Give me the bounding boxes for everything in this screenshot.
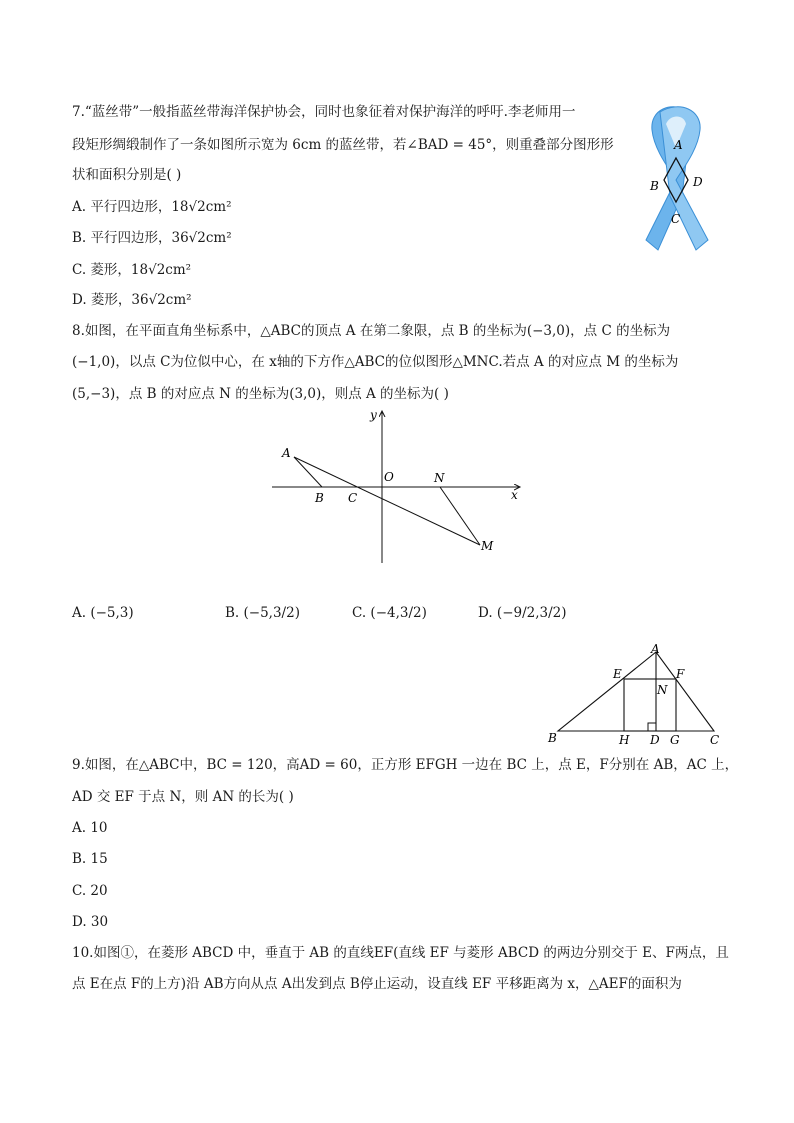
q8-line-3: (5,−3)，点 B 的对应点 N 的坐标为(3,0)，则点 A 的坐标为( ) <box>72 386 449 402</box>
q10-line-1: 10.如图①，在菱形 ABCD 中，垂直于 AB 的直线EF(直线 EF 与菱形 ABCD 的两边分别交于 E、F两点，且 <box>72 945 729 961</box>
label-x: x <box>511 488 518 502</box>
label-a: A <box>674 138 683 152</box>
q8-option-c: C. (−4,3/2) <box>352 605 427 621</box>
coordinate-figure <box>270 405 530 567</box>
q10-line-2: 点 E在点 F的上方)沿 AB方向从点 A出发到点 B停止运动，设直线 EF 平移距离为 x，△AEF的面积为 <box>72 976 682 992</box>
q7-line-2: 段矩形绸缎制作了一条如图所示宽为 6cm 的蓝丝带，若∠BAD = 45°，则重叠部分图形形 <box>72 137 614 153</box>
q7-option-a: A. 平行四边形，18√2cm² <box>72 199 232 215</box>
q8-line-2: (−1,0)，以点 C为位似中心，在 x轴的下方作△ABC的位似图形△MNC.若点 A 的对应点 M 的坐标为 <box>72 354 679 370</box>
label-b: B <box>548 731 557 745</box>
q9-line-1: 9.如图，在△ABC中，BC = 120，高AD = 60，正方形 EFGH 一边在 BC 上，点 E，F分别在 AB，AC 上， <box>72 757 739 773</box>
label-g: G <box>670 733 680 747</box>
q8-line-1: 8.如图，在平面直角坐标系中，△ABC的顶点 A 在第二象限，点 B 的坐标为(−3,0)，点 C 的坐标为 <box>72 323 671 339</box>
label-f: F <box>676 667 685 681</box>
label-h: H <box>619 733 630 747</box>
label-a: A <box>651 642 660 656</box>
label-e: E <box>613 667 622 681</box>
label-b: B <box>315 491 324 505</box>
blue-ribbon-figure <box>630 100 730 260</box>
label-n: N <box>434 471 445 485</box>
triangle-square-figure <box>540 640 730 750</box>
label-m: M <box>481 539 494 553</box>
q9-option-b: B. 15 <box>72 851 108 867</box>
q9-option-a: A. 10 <box>72 820 108 836</box>
q7-option-d: D. 菱形，36√2cm² <box>72 292 192 308</box>
label-c: C <box>348 491 358 505</box>
q7-line-1: 7.“蓝丝带”一般指蓝丝带海洋保护协会，同时也象征着对保护海洋的呼吁.李老师用一 <box>72 104 576 120</box>
label-n: N <box>657 683 668 697</box>
q8-option-d: D. (−9/2,3/2) <box>478 605 567 621</box>
label-d: D <box>650 733 660 747</box>
q7-option-c: C. 菱形，18√2cm² <box>72 262 192 278</box>
label-c: C <box>671 212 681 226</box>
label-o: O <box>384 470 394 484</box>
label-b: B <box>650 179 659 193</box>
q7-option-b: B. 平行四边形，36√2cm² <box>72 230 232 246</box>
q8-option-b: B. (−5,3/2) <box>225 605 300 621</box>
label-a: A <box>282 446 291 460</box>
label-d: D <box>693 175 703 189</box>
q9-line-2: AD 交 EF 于点 N，则 AN 的长为( ) <box>72 789 294 805</box>
q9-option-d: D. 30 <box>72 914 109 930</box>
q7-line-3: 状和面积分别是( ) <box>72 167 182 183</box>
label-y: y <box>370 408 377 422</box>
label-c: C <box>710 733 720 747</box>
q9-option-c: C. 20 <box>72 883 108 899</box>
q8-option-a: A. (−5,3) <box>72 605 134 621</box>
